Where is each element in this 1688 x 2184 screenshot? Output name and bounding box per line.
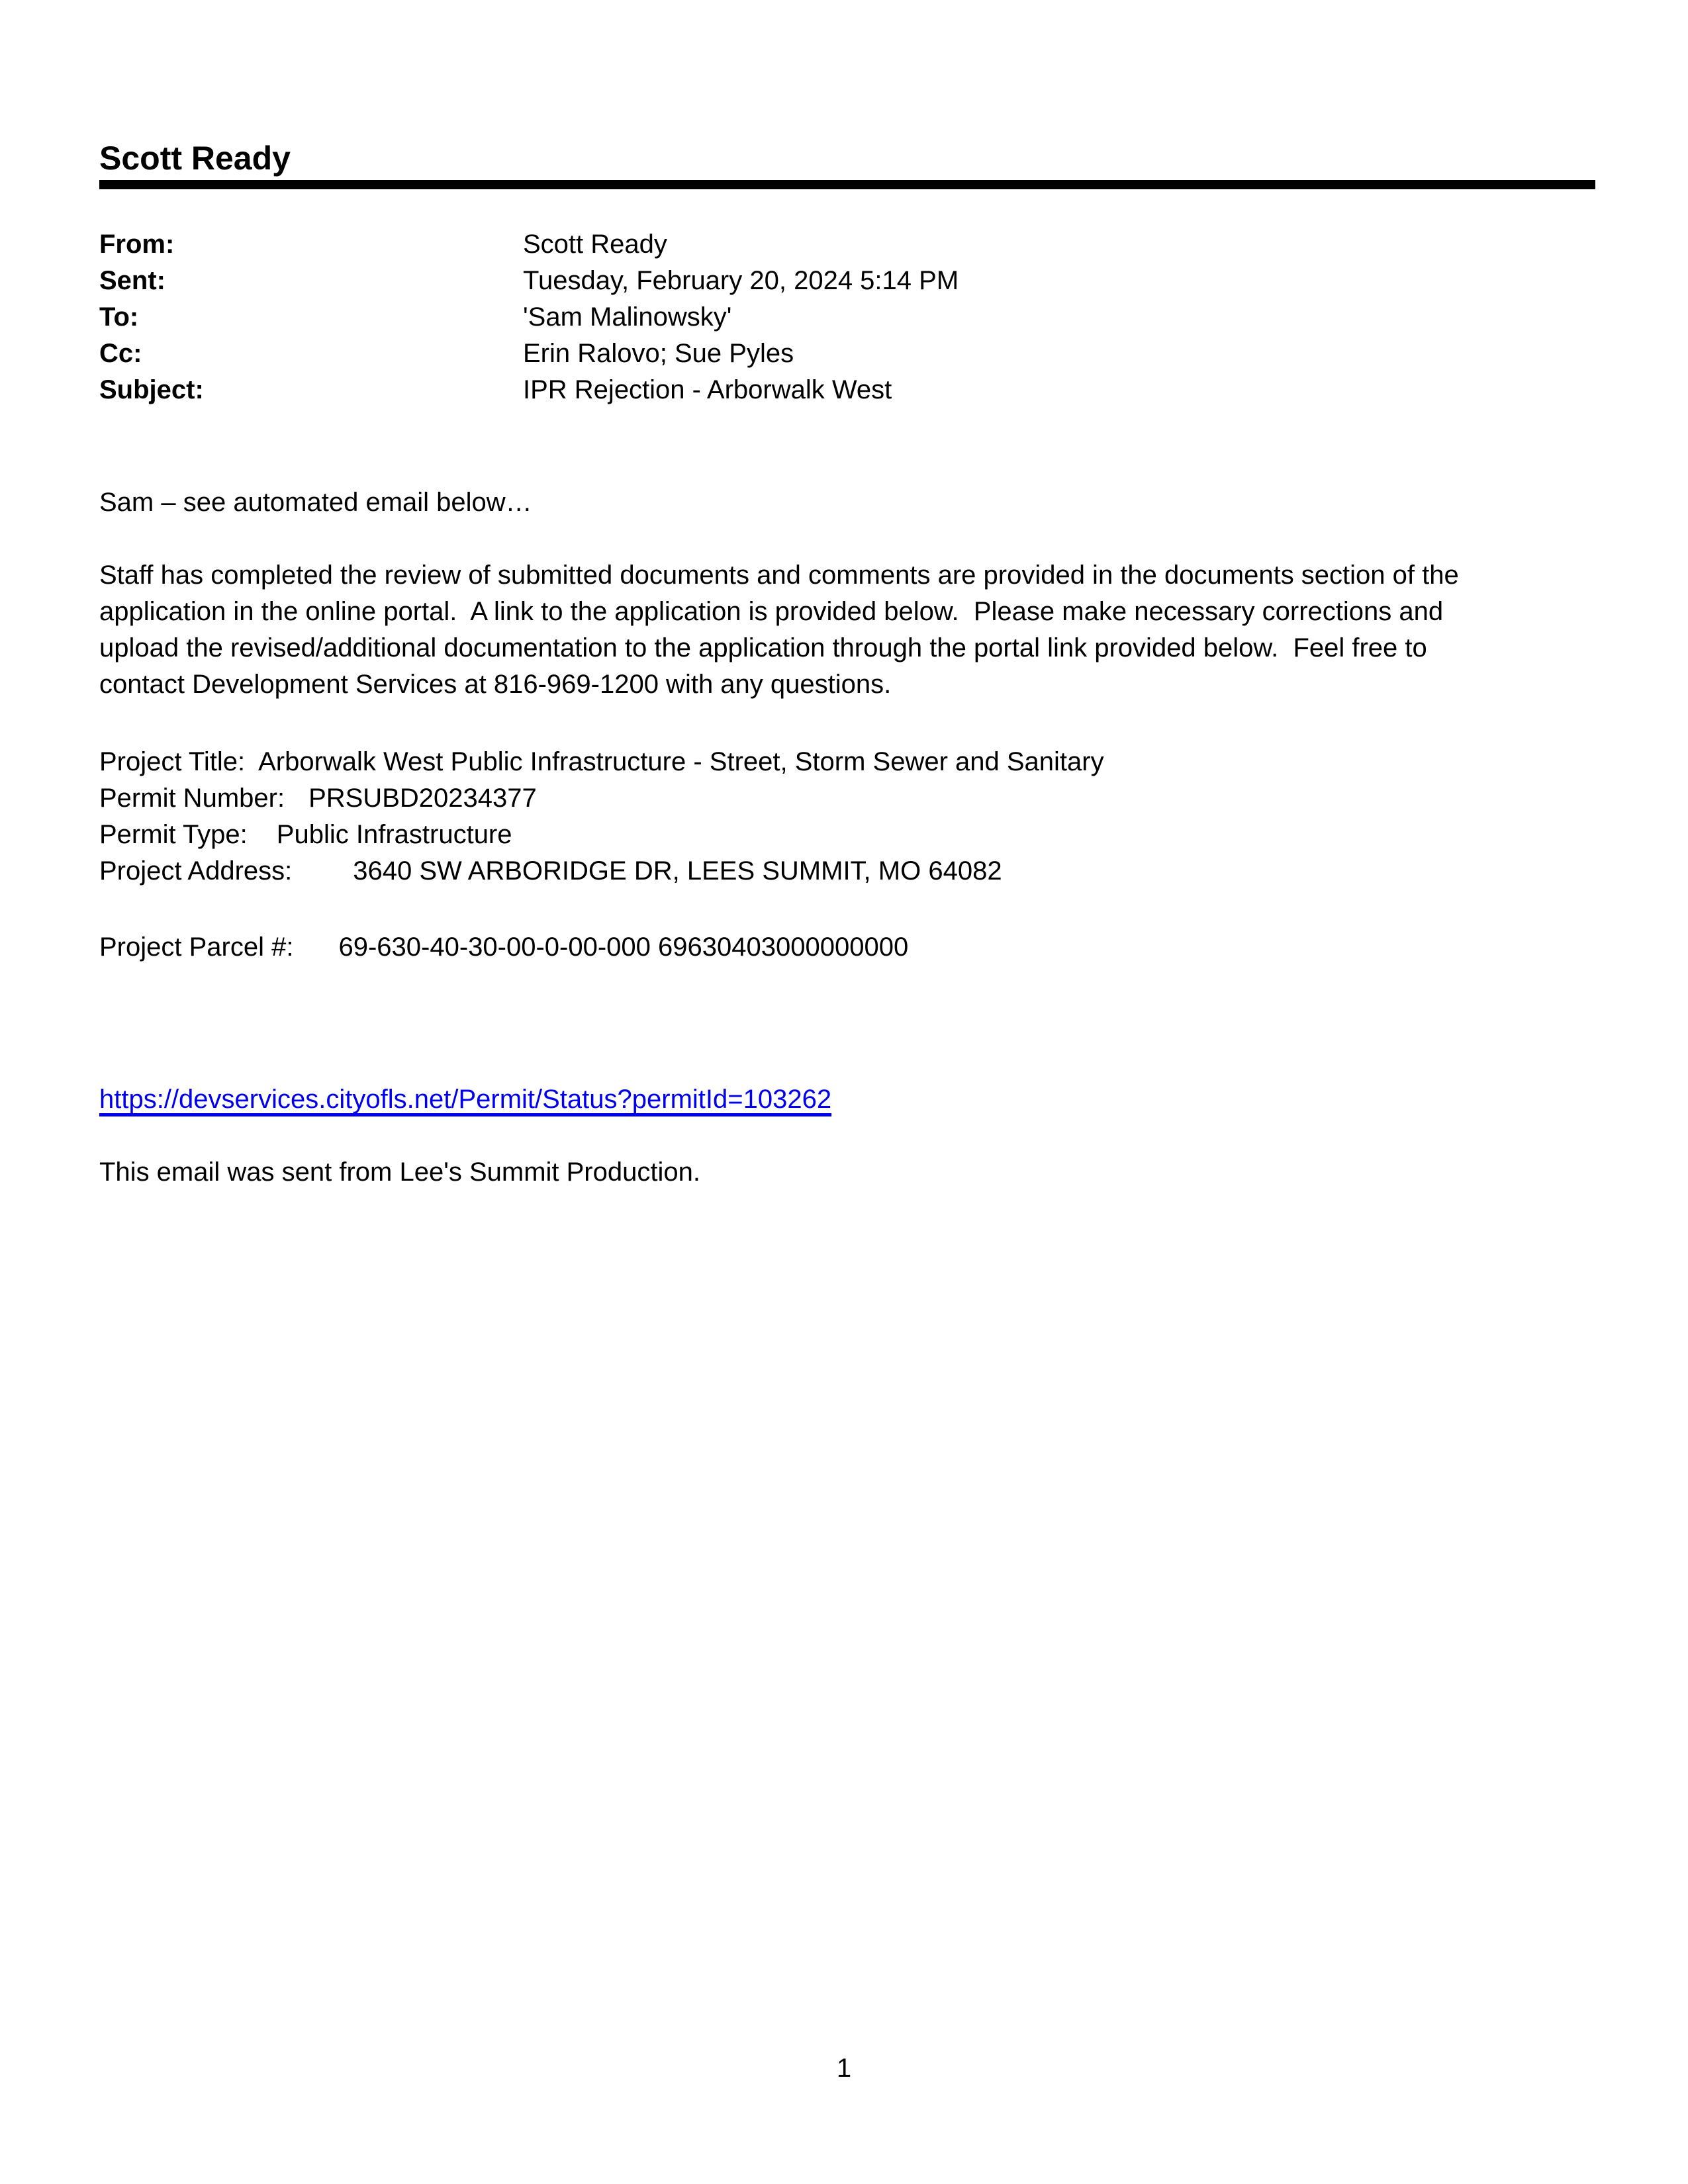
- field-row-to: [99, 299, 1595, 336]
- page-number: 1: [836, 2054, 852, 2083]
- permit-type-value: Public Infrastructure: [276, 820, 512, 849]
- email-content: [99, 141, 1595, 1191]
- sent-value: Tuesday, February 20, 2024 5:14 PM: [523, 266, 959, 295]
- project-parcel-label: Project Parcel #:: [99, 933, 294, 962]
- project-parcel-value: 69-630-40-30-00-0-00-000 69630403000000000: [338, 933, 909, 962]
- project-address-label: Project Address:: [99, 856, 293, 886]
- project-details: [99, 744, 1595, 889]
- cc-value: Erin Ralovo; Sue Pyles: [523, 339, 794, 368]
- detail-row-permit-number: [99, 780, 1595, 817]
- subject-label: Subject:: [99, 375, 204, 404]
- from-value: Scott Ready: [523, 230, 667, 259]
- paragraph-line: application in the online portal. A link to the application is provided below. Please make necessary corrections and: [99, 597, 1444, 626]
- detail-row-project-parcel: [99, 929, 1595, 966]
- paragraph-line: Staff has completed the review of submitted documents and comments are provided in the documents section of the: [99, 561, 1459, 590]
- email-header-fields: [99, 226, 1595, 408]
- project-address-value: 3640 SW ARBORIDGE DR, LEES SUMMIT, MO 64082: [353, 856, 1002, 886]
- permit-number-value: PRSUBD20234377: [308, 784, 537, 813]
- permit-number-label: Permit Number:: [99, 784, 285, 813]
- sent-label: Sent:: [99, 266, 165, 295]
- body-paragraph: [99, 557, 1595, 703]
- portal-link[interactable]: https://devservices.cityofls.net/Permit/Status?permitId=103262: [99, 1085, 832, 1114]
- detail-row-project-address: [99, 853, 1595, 889]
- portal-link-line: [99, 1081, 1595, 1118]
- field-row-cc: [99, 336, 1595, 372]
- field-row-from: [99, 226, 1595, 263]
- to-label: To:: [99, 302, 139, 332]
- detail-row-project-title: [99, 744, 1595, 780]
- cc-label: Cc:: [99, 339, 142, 368]
- detail-row-permit-type: [99, 817, 1595, 853]
- project-title-label: Project Title:: [99, 747, 246, 776]
- field-row-sent: [99, 263, 1595, 299]
- field-row-subject: [99, 372, 1595, 408]
- permit-type-label: Permit Type:: [99, 820, 248, 849]
- paragraph-line: upload the revised/additional documentation to the application through the portal link provided below. Feel free to: [99, 633, 1427, 662]
- greeting-text: Sam – see automated email below…: [99, 488, 532, 517]
- paragraph-line: contact Development Services at 816-969-1200 with any questions.: [99, 670, 892, 699]
- from-label: From:: [99, 230, 175, 259]
- page-title: Scott Ready: [99, 141, 1595, 189]
- closing-text: This email was sent from Lee's Summit Production.: [99, 1158, 700, 1187]
- project-title-value: Arborwalk West Public Infrastructure - Street, Storm Sewer and Sanitary: [258, 747, 1104, 776]
- to-value: 'Sam Malinowsky': [523, 302, 732, 332]
- subject-value: IPR Rejection - Arborwalk West: [523, 375, 892, 404]
